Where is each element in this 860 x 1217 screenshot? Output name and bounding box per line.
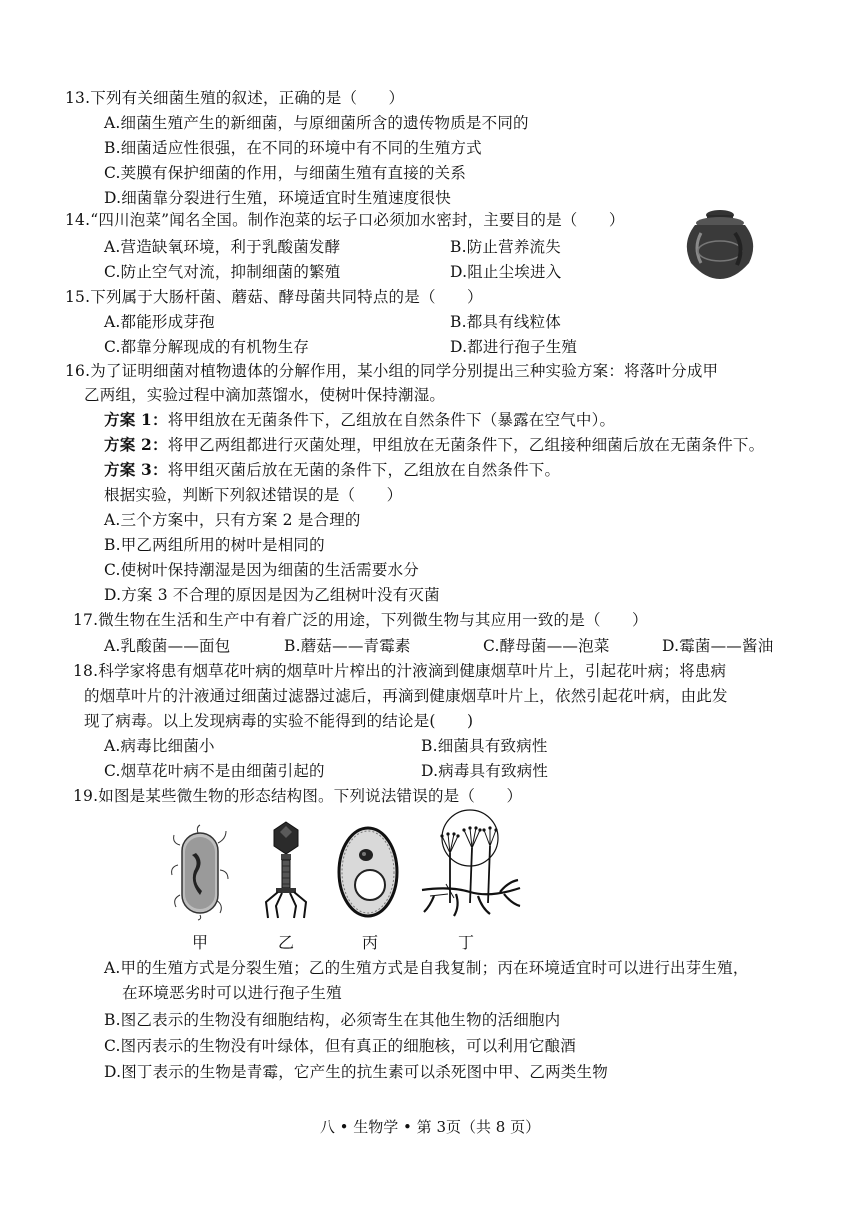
question-19-option-a: A.甲的生殖方式是分裂生殖；乙的生殖方式是自我复制；丙在环境适宜时可以进行出芽生殖， (104, 959, 749, 977)
question-15-option-a: A.都能形成芽孢 (104, 313, 215, 331)
question-16-prompt: 根据实验，判断下列叙述错误的是（ ） (104, 486, 403, 504)
question-14-option-d: D.阻止尘埃进入 (450, 263, 562, 281)
plan-3-text: 将甲组灭菌后放在无菌的条件下，乙组放在自然条件下。 (167, 461, 561, 479)
question-16-stem-line-1: 16.为了证明细菌对植物遗体的分解作用，某小组的同学分别提出三种实验方案：将落叶分成甲 (65, 362, 719, 380)
question-13-option-a: A.细菌生殖产生的新细菌，与原细菌所含的遗传物质是不同的 (104, 114, 529, 132)
question-13-option-b: B.细菌适应性很强，在不同的环境中有不同的生殖方式 (104, 139, 482, 157)
question-19-option-b: B.图乙表示的生物没有细胞结构，必须寄生在其他生物的活细胞内 (104, 1011, 561, 1029)
question-16-option-a: A.三个方案中，只有方案 2 是合理的 (104, 511, 361, 529)
plan-2-label: 方案 2： (104, 435, 168, 454)
question-18-stem-line-1: 18.科学家将患有烟草花叶病的烟草叶片榨出的汁液滴到健康烟草叶片上，引起花叶病；将患病 (73, 662, 727, 680)
plan-1-label: 方案 1： (104, 410, 168, 429)
question-15-option-d: D.都进行孢子生殖 (450, 338, 578, 356)
question-13-option-d: D.细菌靠分裂进行生殖，环境适宜时生殖速度很快 (104, 189, 451, 207)
question-19-stem: 19.如图是某些微生物的形态结构图。下列说法错误的是（ ） (73, 787, 523, 805)
question-15-option-c: C.都靠分解现成的有机物生存 (104, 338, 310, 356)
question-15-stem: 15.下列属于大肠杆菌、蘑菇、酵母菌共同特点的是（ ） (65, 288, 483, 306)
question-15-option-b: B.都具有线粒体 (450, 313, 561, 331)
question-18-option-b: B.细菌具有致病性 (421, 737, 548, 755)
question-14-option-a: A.营造缺氧环境，利于乳酸菌发酵 (104, 238, 341, 256)
plan-3-label: 方案 3： (104, 460, 168, 479)
question-14-option-c: C.防止空气对流，抑制细菌的繁殖 (104, 263, 341, 281)
figure-label-jia: 甲 (192, 933, 209, 952)
question-14-stem: 14.“四川泡菜”闻名全国。制作泡菜的坛子口必须加水密封，主要目的是（ ） (65, 211, 625, 229)
question-16-plan-2 (104, 435, 764, 455)
question-18-option-a: A.病毒比细菌小 (104, 737, 215, 755)
bacteriophage-icon (258, 820, 314, 920)
plan-1-text: 将甲组放在无菌条件下，乙组放在自然条件下（暴露在空气中）。 (167, 411, 616, 429)
question-19-option-d: D.图丁表示的生物是青霉，它产生的抗生素可以杀死图中甲、乙两类生物 (104, 1063, 608, 1081)
question-17-option-b: B.蘑菇——青霉素 (284, 637, 411, 655)
question-18-stem-line-2: 的烟草叶片的汁液通过细菌过滤器过滤后，再滴到健康烟草叶片上，依然引起花叶病，由此发 (84, 687, 728, 705)
question-17-option-a: A.乳酸菌——面包 (104, 637, 231, 655)
question-16-option-b: B.甲乙两组所用的树叶是相同的 (104, 536, 325, 554)
question-17-option-c: C.酵母菌——泡菜 (483, 637, 610, 655)
question-19-option-c: C.图丙表示的生物没有叶绿体，但有真正的细胞核，可以利用它酿酒 (104, 1037, 576, 1055)
question-17-stem: 17.微生物在生活和生产中有着广泛的用途，下列微生物与其应用一致的是（ ） (73, 611, 648, 629)
question-17-option-d: D.霉菌——酱油 (662, 637, 774, 655)
question-18-option-c: C.烟草花叶病不是由细菌引起的 (104, 762, 325, 780)
question-19-option-a-cont: 在环境恶劣时可以进行孢子生殖 (122, 984, 342, 1002)
pickle-jar-icon (675, 203, 765, 283)
bacterium-icon (170, 825, 230, 920)
question-13-stem: 13.下列有关细菌生殖的叙述，正确的是（ ） (65, 89, 405, 107)
question-16-stem-line-2: 乙两组，实验过程中滴加蒸馏水，使树叶保持潮湿。 (84, 386, 446, 404)
question-14-option-b: B.防止营养流失 (450, 238, 561, 256)
question-18-option-d: D.病毒具有致病性 (421, 762, 549, 780)
question-18-stem-line-3: 现了病毒。以上发现病毒的实验不能得到的结论是( ) (84, 712, 474, 730)
page-footer: 八 • 生物学 • 第 3页（共 8 页） (319, 1118, 541, 1136)
question-16-plan-1 (104, 410, 615, 430)
plan-2-text: 将甲乙两组都进行灭菌处理，甲组放在无菌条件下，乙组接种细菌后放在无菌条件下。 (167, 436, 765, 454)
question-16-option-d: D.方案 3 不合理的原因是因为乙组树叶没有灭菌 (104, 586, 440, 604)
question-13-option-c: C.荚膜有保护细菌的作用，与细菌生殖有直接的关系 (104, 164, 467, 182)
figure-label-ding: 丁 (458, 933, 475, 952)
question-16-option-c: C.使树叶保持潮湿是因为细菌的生活需要水分 (104, 561, 419, 579)
question-16-plan-3 (104, 460, 560, 480)
figure-label-yi: 乙 (278, 933, 295, 952)
penicillium-icon (420, 808, 525, 920)
yeast-cell-icon (336, 825, 400, 920)
figure-label-bing: 丙 (362, 933, 379, 952)
